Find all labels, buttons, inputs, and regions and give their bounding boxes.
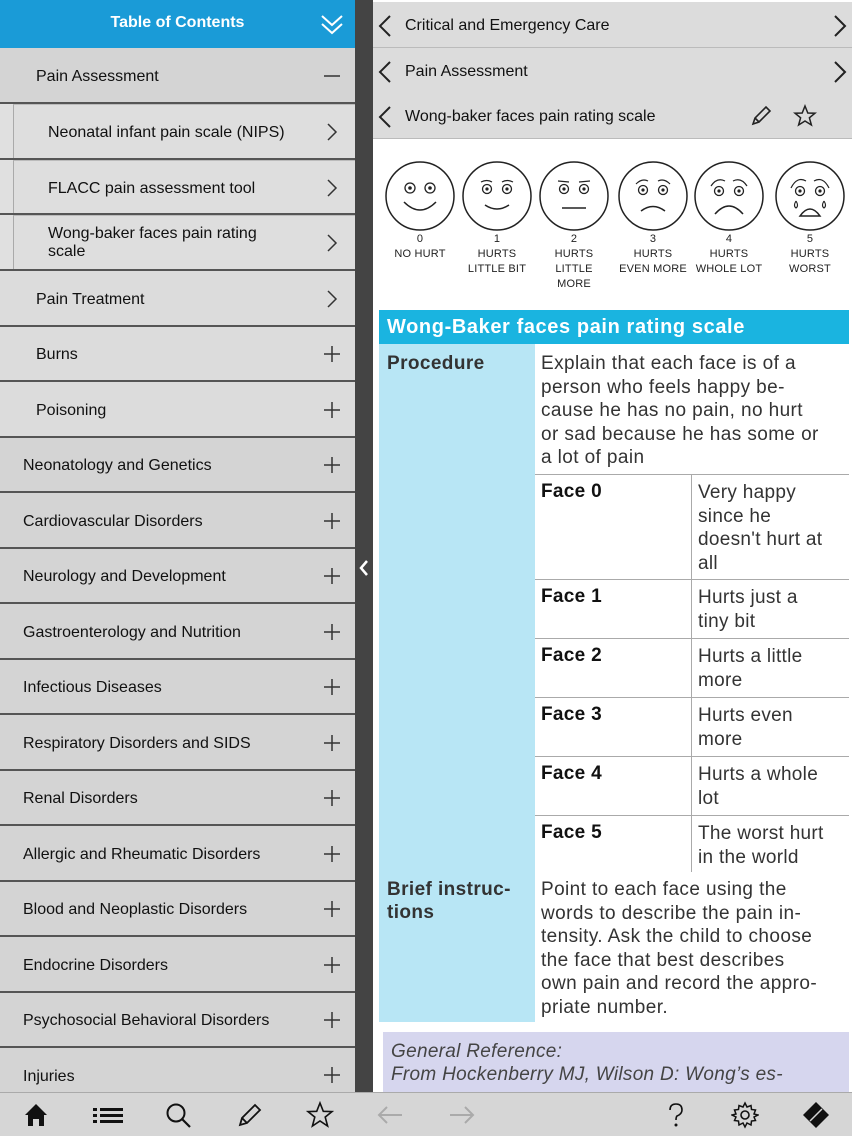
face-key: Face 0: [541, 481, 602, 502]
general-reference: [383, 1032, 849, 1092]
forward-arrow-icon[interactable]: [448, 1101, 476, 1129]
face-3: 3 HURTS EVEN MORE: [617, 160, 689, 277]
toc-item-label: Infectious Diseases: [23, 679, 162, 696]
table-row: [535, 815, 849, 872]
chevron-left-icon[interactable]: [377, 105, 393, 129]
face-0: 0 NO HURT: [384, 160, 456, 262]
face-desc: The worst hurt in the world: [698, 823, 824, 868]
toc-item-wong-baker[interactable]: [0, 215, 355, 271]
face-3-icon: [617, 160, 689, 232]
toc-item-endocrine[interactable]: [0, 937, 355, 993]
procedure-text-cell: [535, 344, 849, 474]
toc-item-neonatology[interactable]: [0, 438, 355, 493]
toc-item-flacc[interactable]: [0, 160, 355, 215]
table-row: [535, 697, 849, 756]
toc-item-label: Neonatology and Genetics: [23, 457, 212, 474]
back-arrow-icon[interactable]: [376, 1101, 404, 1129]
list-icon[interactable]: [92, 1101, 124, 1129]
chevron-right-icon: [323, 290, 341, 308]
pencil-icon[interactable]: [749, 104, 773, 128]
toc-item-label: Allergic and Rheumatic Disorders: [23, 846, 261, 863]
face-2-icon: [538, 160, 610, 232]
face-desc: Very happy since he doesn't hurt at all: [698, 482, 823, 574]
plus-icon: [323, 567, 341, 585]
face-key: Face 4: [541, 763, 602, 784]
settings-icon[interactable]: [731, 1101, 759, 1129]
toc-item-label: Wong-baker faces pain rating scale: [48, 225, 257, 260]
breadcrumb-critical-care[interactable]: [373, 2, 852, 48]
toc-item-respiratory[interactable]: [0, 715, 355, 771]
breadcrumb-label: Wong-baker faces pain rating scale: [405, 108, 656, 125]
face-desc: Hurts even more: [698, 705, 793, 750]
toc-item-label: Psychosocial Behavioral Disorders: [23, 1012, 270, 1029]
plus-icon: [323, 623, 341, 641]
chevron-right-icon: [323, 123, 341, 141]
chevron-right-icon: [323, 179, 341, 197]
table-row: [535, 638, 849, 697]
brief-instructions-label: Brief instruc- tions: [387, 879, 511, 923]
face-0-icon: [384, 160, 456, 232]
toc-item-burns[interactable]: [0, 327, 355, 382]
toc-item-neurology[interactable]: [0, 549, 355, 604]
toc-item-label: Respiratory Disorders and SIDS: [23, 735, 251, 752]
toc-item-label: Neonatal infant pain scale (NIPS): [48, 124, 285, 141]
face-key: Face 2: [541, 645, 602, 666]
chevron-right-icon[interactable]: [832, 60, 848, 84]
plus-icon: [323, 734, 341, 752]
procedure-label-cell: [379, 344, 535, 872]
toc-header: [0, 0, 355, 48]
reference-text: From Hockenberry MJ, Wilson D: Wong’s es-: [391, 1064, 783, 1085]
toc-item-injuries[interactable]: [0, 1048, 355, 1092]
brief-instructions-text: Point to each face using the words to describe the pain in- tensity. Ask the child to choose the face that best describes own pain and record the appro- priate number.: [541, 879, 818, 1018]
plus-icon: [323, 956, 341, 974]
collapse-panel-icon[interactable]: [357, 558, 371, 578]
toc-item-gastroenterology[interactable]: [0, 604, 355, 660]
face-key: Face 1: [541, 586, 602, 607]
chevron-left-icon[interactable]: [377, 60, 393, 84]
table-row: [535, 474, 849, 579]
face-desc: Hurts a little more: [698, 646, 803, 691]
plus-icon: [323, 345, 341, 363]
face-2: 2 HURTS LITTLE MORE: [538, 160, 610, 292]
toc-item-label: Poisoning: [36, 402, 107, 419]
pencil-icon[interactable]: [236, 1101, 264, 1129]
toc-item-pain-treatment[interactable]: [0, 271, 355, 327]
plus-icon: [323, 1011, 341, 1029]
toc-item-poisoning[interactable]: [0, 382, 355, 438]
toc-item-label: Gastroenterology and Nutrition: [23, 624, 241, 641]
brief-instructions-cell: [535, 872, 849, 1022]
toc-item-label: Renal Disorders: [23, 790, 138, 807]
collapse-chevron-icon[interactable]: [319, 12, 345, 38]
face-desc: Hurts a whole lot: [698, 764, 819, 809]
plus-icon: [323, 789, 341, 807]
bottom-toolbar: [0, 1092, 852, 1136]
table-row: [535, 579, 849, 638]
toc-item-pain-assessment[interactable]: [0, 48, 355, 104]
toc-item-label: Endocrine Disorders: [23, 957, 168, 974]
plus-icon: [323, 512, 341, 530]
toc-item-renal[interactable]: [0, 771, 355, 826]
toc-item-label: Injuries: [23, 1068, 75, 1085]
face-key: Face 5: [541, 822, 602, 843]
panel-divider[interactable]: [355, 0, 373, 1092]
reference-heading: General Reference:: [391, 1041, 563, 1062]
breadcrumb-label: Pain Assessment: [405, 63, 528, 80]
face-4-icon: [693, 160, 765, 232]
procedure-text: Explain that each face is of a person who feels happy be- cause he has no pain, no hurt or sad because he has some or a lot of pain: [541, 353, 819, 468]
face-1-icon: [461, 160, 533, 232]
face-desc: Hurts just a tiny bit: [698, 587, 798, 632]
help-icon[interactable]: [662, 1101, 690, 1129]
plus-icon: [323, 1066, 341, 1084]
content-panel: [373, 0, 852, 1092]
plus-icon: [323, 401, 341, 419]
toc-item-infectious[interactable]: [0, 660, 355, 715]
table-row: [535, 756, 849, 815]
toc-item-nips[interactable]: [0, 104, 355, 160]
toc-title: Table of Contents: [110, 14, 245, 31]
plus-icon: [323, 845, 341, 863]
toc-item-label: Cardiovascular Disorders: [23, 513, 203, 530]
procedure-label: Procedure: [387, 353, 485, 374]
star-icon[interactable]: [793, 104, 817, 128]
breadcrumb-wong-baker[interactable]: [373, 93, 852, 139]
face-5: 5 HURTS WORST: [774, 160, 846, 277]
face-key: Face 3: [541, 704, 602, 725]
toc-item-label: Pain Treatment: [36, 291, 145, 308]
toc-item-label: Pain Assessment: [36, 68, 159, 85]
face-5-icon: [774, 160, 846, 232]
face-4: 4 HURTS WHOLE LOT: [693, 160, 765, 277]
breadcrumb-label: Critical and Emergency Care: [405, 17, 610, 34]
toc-item-psychosocial[interactable]: [0, 993, 355, 1048]
chevron-right-icon[interactable]: [832, 14, 848, 38]
star-icon[interactable]: [306, 1101, 334, 1129]
table-title: Wong-Baker faces pain rating scale: [379, 310, 849, 344]
article-content: [373, 140, 852, 1092]
toc-item-allergic[interactable]: [0, 826, 355, 882]
face-1: 1 HURTS LITTLE BIT: [461, 160, 533, 277]
plus-icon: [323, 678, 341, 696]
toc-item-label: Burns: [36, 346, 78, 363]
chevron-left-icon[interactable]: [377, 14, 393, 38]
plus-icon: [323, 900, 341, 918]
toc-panel: [0, 0, 355, 1092]
toc-item-label: FLACC pain assessment tool: [48, 180, 256, 197]
search-icon[interactable]: [164, 1101, 192, 1129]
plus-icon: [323, 456, 341, 474]
minus-icon: [323, 67, 341, 85]
toc-item-label: Blood and Neoplastic Disorders: [23, 901, 248, 918]
toc-item-cardiovascular[interactable]: [0, 493, 355, 549]
home-icon[interactable]: [22, 1101, 50, 1129]
brief-instructions-label-cell: [379, 872, 535, 1022]
eraser-icon[interactable]: [802, 1101, 830, 1129]
breadcrumb-pain-assessment[interactable]: [373, 48, 852, 94]
chevron-right-icon: [323, 234, 341, 252]
toc-item-label: Neurology and Development: [23, 568, 226, 585]
toc-item-blood[interactable]: [0, 882, 355, 937]
